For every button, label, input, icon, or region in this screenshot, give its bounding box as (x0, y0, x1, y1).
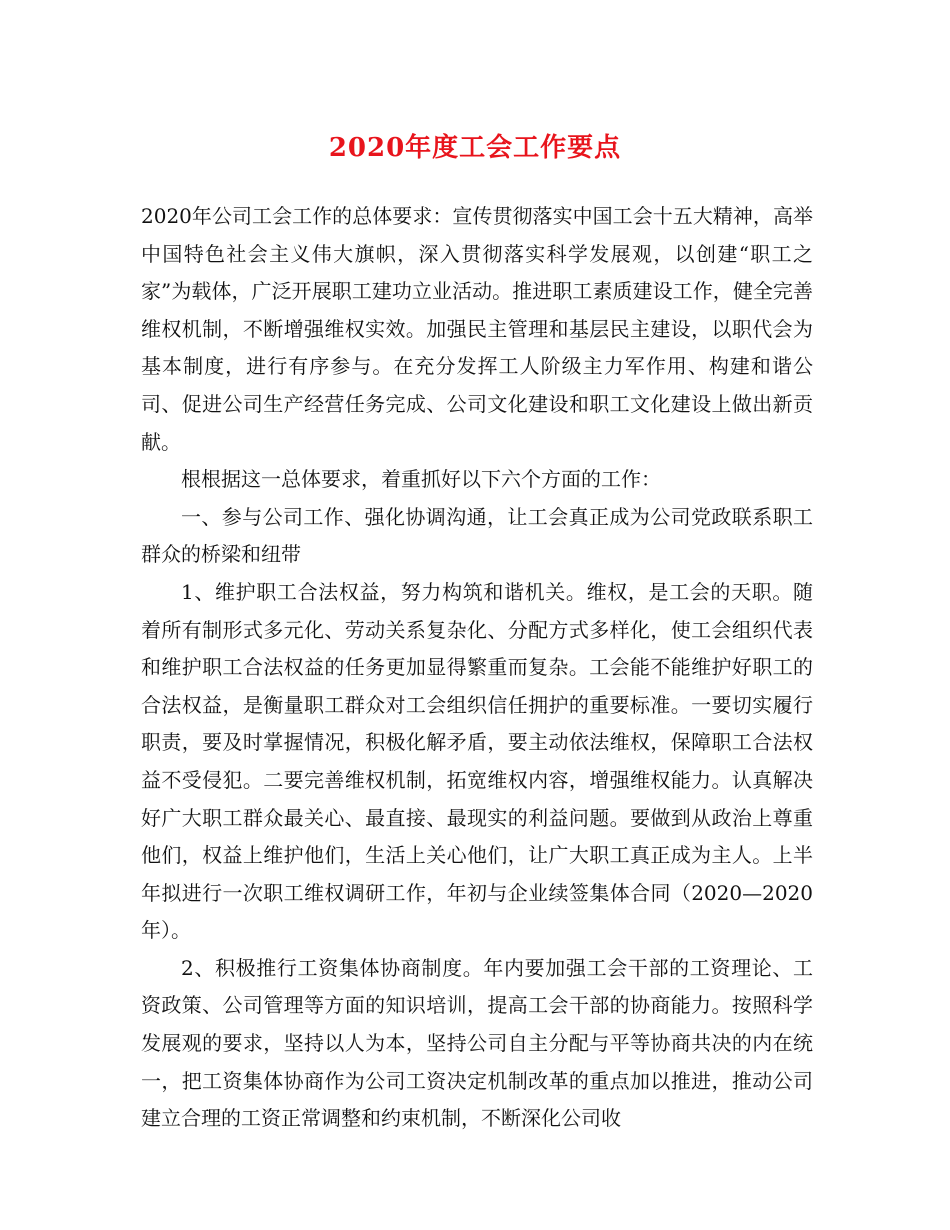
document-body (141, 198, 813, 1138)
paragraph-general-requirements: 2020年公司工会工作的总体要求：宣传贯彻落实中国工会十五大精神，高举中国特色社会主义伟大旗帜，深入贯彻落实科学发展观，以创建“职工之家”为载体，广泛开展职工建功立业活动。推进职工素质建设工作，健全完善维权机制，不断增强维权实效。加强民主管理和基层民主建设，以职代会为基本制度，进行有序参与。在充分发挥工人阶级主力军作用、构建和谐公司、促进公司生产经营任务完成、公司文化建设和职工文化建设上做出新贡献。 (141, 204, 813, 454)
paragraph-item-1: 1、维护职工合法权益，努力构筑和谐机关。维权，是工会的天职。随着所有制形式多元化、劳动关系复杂化、分配方式多样化，使工会组织代表和维护职工合法权益的任务更加显得繁重而复杂。工会能不能维护好职工的合法权益，是衡量职工群众对工会组织信任拥护的重要标准。一要切实履行职责，要及时掌握情况，积极化解矛盾，要主动依法维权，保障职工合法权益不受侵犯。二要完善维权机制，拓宽维权内容，增强维权能力。认真解决好广大职工群众最关心、最直接、最现实的利益问题。要做到从政治上尊重他们，权益上维护他们，生活上关心他们，让广大职工真正成为主人。上半年拟进行一次职工维权调研工作，年初与企业续签集体合同（2020—2020年）。 (141, 579, 813, 943)
section-heading-one: 一、参与公司工作、强化协调沟通，让工会真正成为公司党政联系职工群众的桥梁和纽带 (141, 504, 813, 567)
paragraph-intro-six-aspects: 根根据这一总体要求，着重抓好以下六个方面的工作： (181, 467, 661, 492)
document-title: 2020年度工会工作要点 (328, 133, 622, 163)
paragraph-item-2: 2、积极推行工资集体协商制度。年内要加强工会干部的工资理论、工资政策、公司管理等方面的知识培训，提高工会干部的协商能力。按照科学发展观的要求，坚持以人为本，坚持公司自主分配与平等协商共决的内在统一，把工资集体协商作为公司工资决定机制改革的重点加以推进，推动公司建立合理的工资正常调整和约束机制，不断深化公司收 (141, 955, 813, 1131)
